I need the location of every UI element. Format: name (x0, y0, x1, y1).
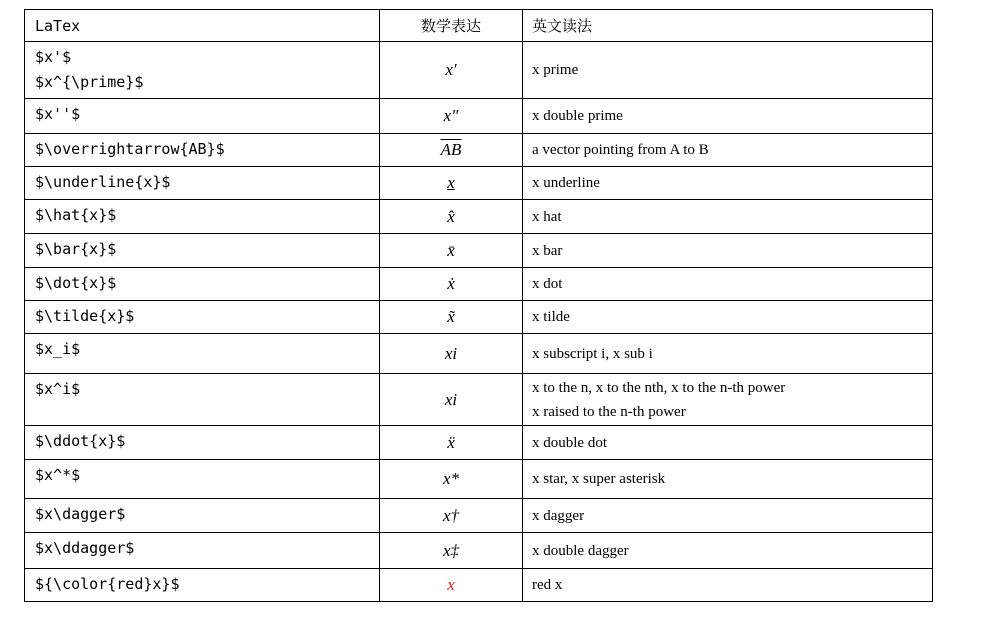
table-row (25, 234, 933, 268)
reading-cell: x underline (523, 167, 933, 200)
latex-cell: $x''$ (25, 99, 380, 134)
math-cell (380, 533, 523, 569)
latex-cell: ${\color{red}x}$ (25, 569, 380, 602)
math-cell (380, 374, 523, 426)
latex-cell: $x^*$ (25, 460, 380, 499)
header-row (25, 10, 933, 42)
reading-cell: x dot (523, 268, 933, 301)
math-symbol: x‡ (442, 540, 460, 560)
math-symbol: $\overline{AB}$ (440, 140, 462, 159)
latex-cell: $x\ddagger$ (25, 533, 380, 569)
table-row (25, 426, 933, 460)
reading-line: x to the n, x to the nth, x to the n-th power (532, 379, 786, 396)
reading-line: x raised to the n-th power (532, 403, 686, 420)
latex-cell: $x^i$ (25, 374, 380, 426)
reading-cell: x double prime (523, 99, 933, 134)
header-reading: 英文读法 (523, 10, 933, 42)
math-symbol: xi (444, 389, 458, 409)
math-cell (380, 234, 523, 268)
math-symbol: ẍ (447, 432, 455, 452)
math-symbol: x† (442, 505, 460, 525)
math-cell (380, 301, 523, 334)
notation-table (24, 9, 933, 602)
math-symbol: x̂ (447, 206, 455, 226)
table-row (25, 301, 933, 334)
math-symbol: ẋ (447, 274, 455, 293)
math-symbol: x″ (443, 106, 459, 125)
latex-cell (25, 42, 380, 99)
math-cell (380, 426, 523, 460)
table-row (25, 268, 933, 301)
math-cell (380, 200, 523, 234)
table-row (25, 134, 933, 167)
header-latex: LaTex (25, 10, 380, 42)
latex-code: $x^{\prime}$ (35, 73, 144, 91)
table-row (25, 200, 933, 234)
math-symbol: x′ (445, 60, 457, 79)
reading-cell: x star, x super asterisk (523, 460, 933, 499)
latex-cell: $\bar{x}$ (25, 234, 380, 268)
reading-cell: x tilde (523, 301, 933, 334)
latex-cell: $\overrightarrow{AB}$ (25, 134, 380, 167)
math-cell (380, 268, 523, 301)
math-cell (380, 42, 523, 99)
latex-cell: $\ddot{x}$ (25, 426, 380, 460)
latex-cell: $\underline{x}$ (25, 167, 380, 200)
math-cell (380, 460, 523, 499)
math-symbol: x̃ (447, 307, 455, 326)
table-row (25, 42, 933, 99)
math-symbol: x̄ (447, 240, 455, 260)
table-row (25, 499, 933, 533)
math-symbol: x (447, 173, 455, 192)
table-row (25, 99, 933, 134)
math-cell (380, 569, 523, 602)
math-cell (380, 99, 523, 134)
math-symbol: x* (442, 469, 460, 488)
table-row (25, 334, 933, 374)
reading-cell: x prime (523, 42, 933, 99)
latex-cell: $\tilde{x}$ (25, 301, 380, 334)
table-row (25, 569, 933, 602)
math-cell (380, 167, 523, 200)
math-cell (380, 499, 523, 533)
table-row (25, 374, 933, 426)
math-symbol: x (447, 575, 455, 594)
latex-cell: $x_i$ (25, 334, 380, 374)
reading-cell (523, 374, 933, 426)
table-row (25, 460, 933, 499)
reading-cell: x subscript i, x sub i (523, 334, 933, 374)
latex-cell: $\dot{x}$ (25, 268, 380, 301)
table-row (25, 167, 933, 200)
math-symbol: xi (444, 343, 458, 363)
latex-code: $x'$ (35, 48, 72, 66)
reading-cell: x hat (523, 200, 933, 234)
reading-cell: x bar (523, 234, 933, 268)
reading-cell: x double dagger (523, 533, 933, 569)
latex-cell: $x\dagger$ (25, 499, 380, 533)
reading-cell: x double dot (523, 426, 933, 460)
reading-cell: x dagger (523, 499, 933, 533)
table-row (25, 533, 933, 569)
math-cell (380, 134, 523, 167)
math-cell (380, 334, 523, 374)
header-math: 数学表达 (380, 10, 523, 42)
latex-cell: $\hat{x}$ (25, 200, 380, 234)
reading-cell: red x (523, 569, 933, 602)
reading-cell: a vector pointing from A to B (523, 134, 933, 167)
